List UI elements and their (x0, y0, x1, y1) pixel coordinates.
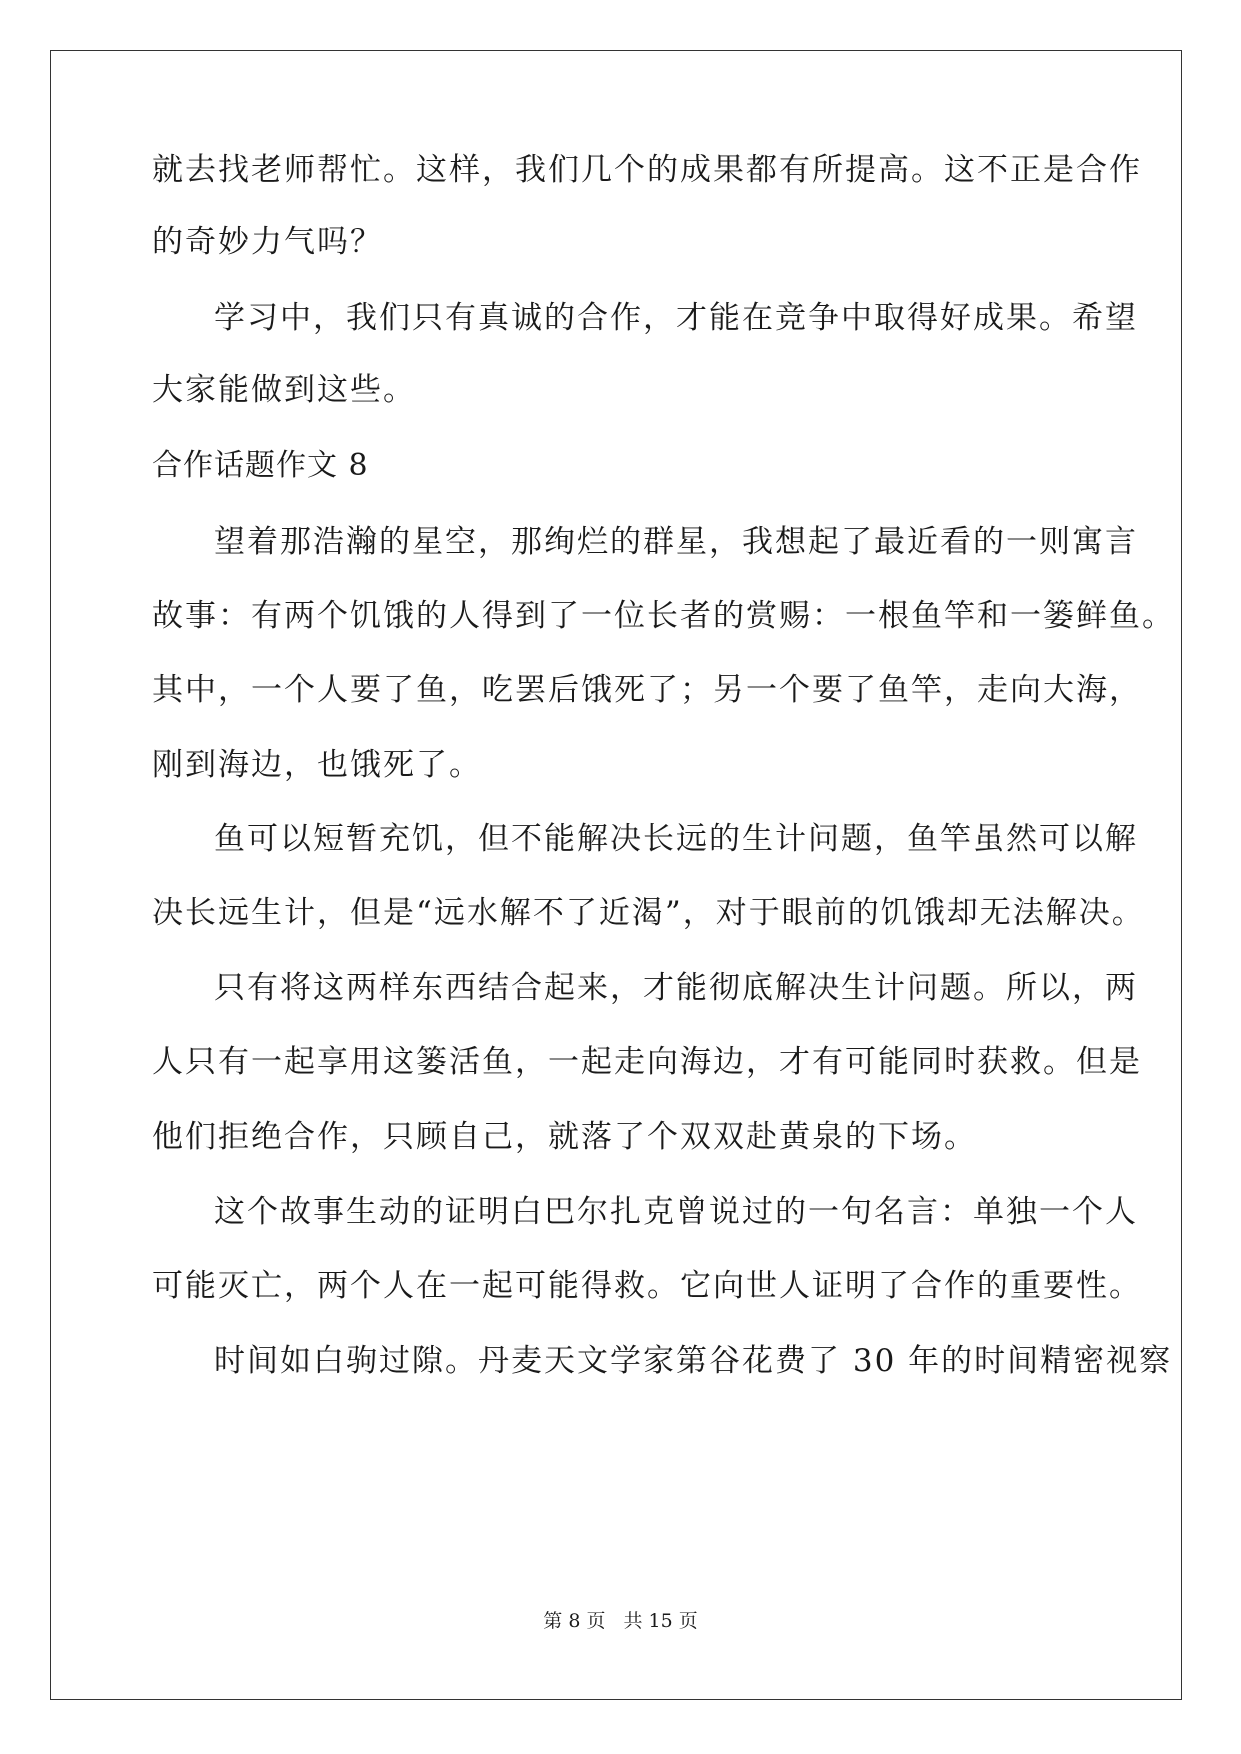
body-line-4: 大家能做到这些。 (152, 372, 416, 408)
body-line-8: 其中，一个人要了鱼，吃罢后饿死了；另一个要了鱼竿，走向大海， (152, 672, 1142, 708)
page-number: 第 8 页 (543, 1610, 606, 1632)
section-heading: 合作话题作文 8 (152, 448, 369, 483)
page-footer (0, 1609, 1241, 1633)
body-line-15: 这个故事生动的证明白巴尔扎克曾说过的一句名言：单独一个人 (214, 1194, 1138, 1230)
total-pages: 共 15 页 (623, 1610, 698, 1632)
body-line-7: 故事：有两个饥饿的人得到了一位长者的赏赐：一根鱼竿和一篓鲜鱼。 (152, 598, 1175, 634)
body-line-14: 他们拒绝合作，只顾自己，就落了个双双赴黄泉的下场。 (152, 1119, 977, 1155)
body-line-3: 学习中，我们只有真诚的合作，才能在竞争中取得好成果。希望 (214, 300, 1138, 336)
body-line-16: 可能灭亡，两个人在一起可能得救。它向世人证明了合作的重要性。 (152, 1268, 1142, 1304)
body-line-9: 刚到海边，也饿死了。 (152, 747, 482, 783)
body-line-12: 只有将这两样东西结合起来，才能彻底解决生计问题。所以，两 (214, 970, 1138, 1006)
body-line-10: 鱼可以短暂充饥，但不能解决长远的生计问题，鱼竿虽然可以解 (214, 821, 1138, 857)
body-line-11: 决长远生计，但是“远水解不了近渴”，对于眼前的饥饿却无法解决。 (152, 895, 1145, 931)
body-line-13: 人只有一起享用这篓活鱼，一起走向海边，才有可能同时获救。但是 (152, 1044, 1142, 1080)
body-line-17: 时间如白驹过隙。丹麦天文学家第谷花费了 30 年的时间精密视察 (214, 1343, 1173, 1379)
body-line-1: 就去找老师帮忙。这样，我们几个的成果都有所提高。这不正是合作 (152, 152, 1142, 188)
body-line-2: 的奇妙力气吗？ (152, 224, 383, 260)
body-line-6: 望着那浩瀚的星空，那绚烂的群星，我想起了最近看的一则寓言 (214, 524, 1138, 560)
